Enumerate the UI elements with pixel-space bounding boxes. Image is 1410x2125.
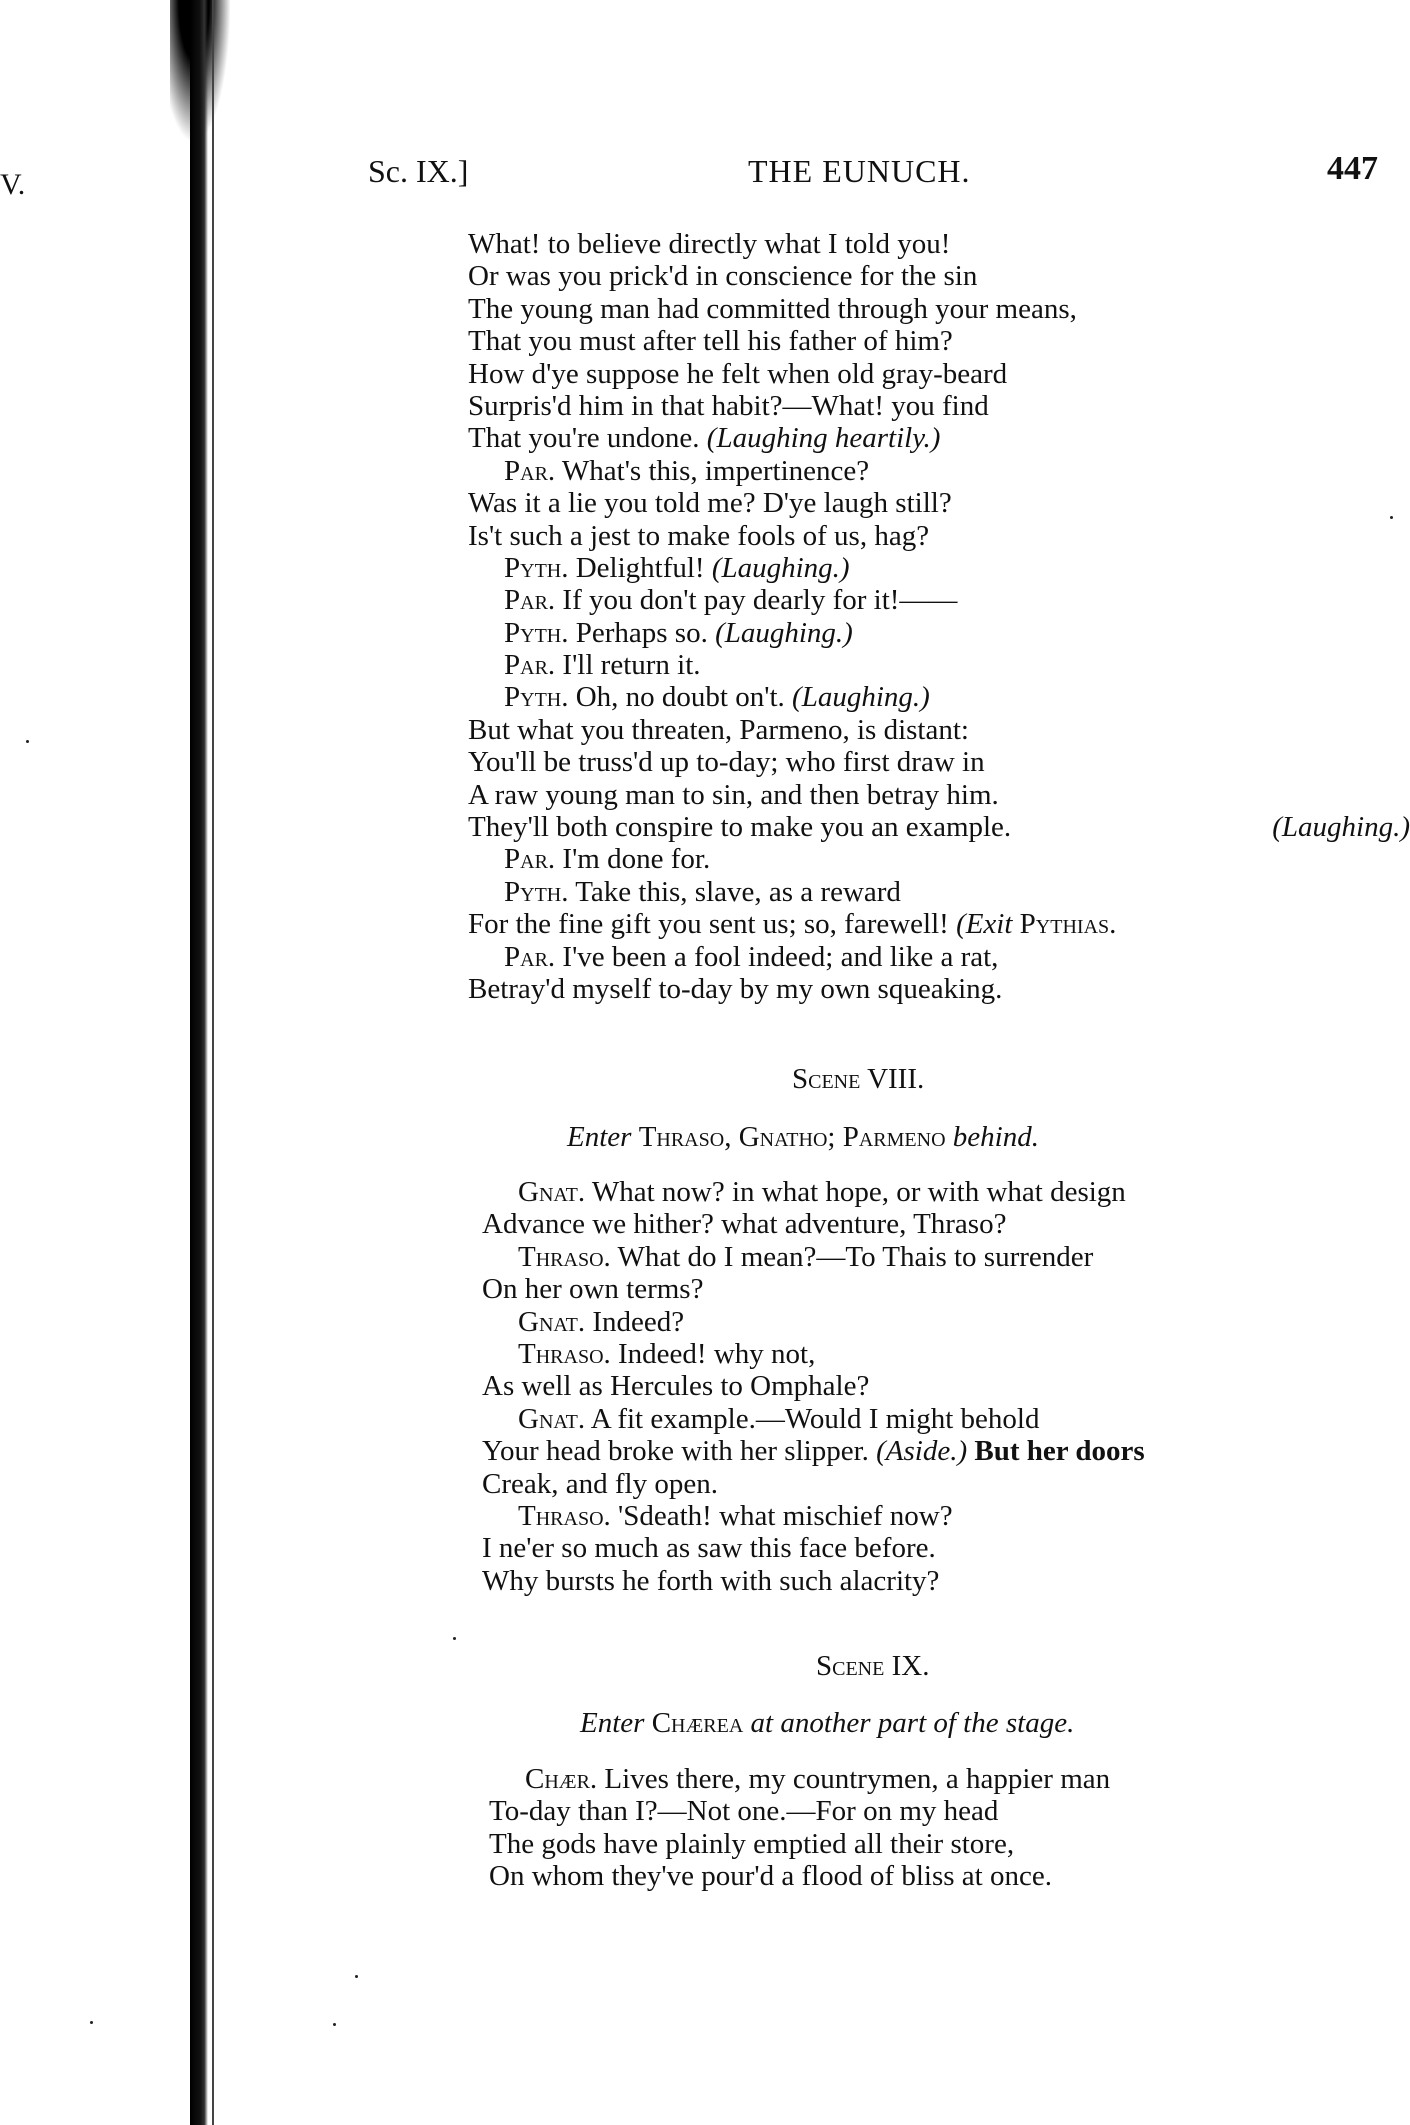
characters-entering: Thraso, Gnatho; [638,1121,836,1153]
line-text: They'll both conspire to make you an example. [468,811,1012,844]
verse-line [482,1241,1402,1273]
line-text: I ne'er so much as saw this face before. [482,1532,936,1565]
gutter-edge-line [212,0,214,2125]
line-text: Advance we hither? what adventure, Thraso? [482,1208,1007,1241]
line-text: Your head broke with her slipper. [482,1435,869,1468]
verse-line [489,1860,1409,1892]
verse-line [482,1338,1402,1370]
verse-line [468,779,1388,811]
line-text: On whom they've pour'd a flood of bliss at once. [489,1860,1052,1893]
speck [90,2021,93,2024]
stage-location: at another part of the stage. [750,1707,1075,1739]
verse-line [482,1468,1402,1500]
verse-line [468,520,1388,552]
line-text: Take this, slave, as a reward [575,875,901,908]
line-text: The young man had committed through your means, [468,292,1077,325]
enter-word: Enter [567,1121,632,1153]
verse-line [468,649,1388,681]
dialogue-block-3 [489,1763,1409,1893]
verse-line [482,1176,1402,1208]
verse-line [482,1306,1402,1338]
verse-line [482,1273,1402,1305]
line-text: Oh, no doubt on't. [575,681,785,714]
speaker-name: Thraso. [518,1499,611,1532]
verse-line [468,584,1388,616]
binding-gutter [190,0,208,2125]
line-text: Betray'd myself to-day by my own squeaking. [468,972,1003,1005]
verse-line [468,487,1388,519]
header-title: THE EUNUCH. [748,153,971,189]
line-text: What! to believe directly what I told you! [468,228,951,260]
verse-line [482,1435,1402,1467]
line-text: I've been a fool indeed; and like a rat, [562,940,999,973]
verse-line [468,843,1388,875]
line-text: What do I mean?—To Thais to surrender [617,1240,1094,1273]
verse-line [468,908,1388,940]
line-text: But what you threaten, Parmeno, is distant: [468,713,969,746]
speaker-name: Pyth. [504,551,569,584]
speaker-name: Thraso. [518,1240,611,1273]
stage-note: (Laughing.) [715,616,853,649]
scene-ix-title: Scene IX. [816,1650,930,1682]
speaker-name: Gnat. [518,1176,586,1208]
speaker-name: Gnat. [518,1305,586,1338]
scene-ix-direction [580,1707,1074,1740]
verse-line [468,422,1388,454]
stage-note: (Laughing.) [792,681,930,714]
line-text: As well as Hercules to Omphale? [482,1370,870,1403]
line-text: That you must after tell his father of him? [468,325,953,358]
line-text: A raw young man to sin, and then betray him. [468,778,999,811]
line-text: Or was you prick'd in conscience for the sin [468,260,978,293]
verse-line [468,811,1410,844]
speaker-name: Par. [504,454,556,487]
verse-line [468,325,1388,357]
line-text: Indeed! why not, [618,1337,816,1370]
speaker-name: Chær. [525,1763,598,1795]
verse-line [468,293,1388,325]
verse-line [482,1403,1402,1435]
verse-line [482,1370,1402,1402]
line-text: Why bursts he forth with such alacrity? [482,1564,940,1597]
verse-line [468,746,1388,778]
verse-line [468,358,1388,390]
scene-viii-direction [567,1121,1039,1154]
line-text: A fit example.—Would I might behold [590,1402,1040,1435]
line-text: What now? in what hope, or with what design [591,1176,1126,1208]
stage-note: (Laughing heartily.) [706,422,941,455]
speaker-name: Pyth. [504,875,569,908]
exit-word: (Exit [956,908,1013,941]
behind-word: behind. [952,1121,1039,1153]
speaker-name: Pyth. [504,616,569,649]
verse-line [468,228,1388,260]
line-text: For the fine gift you sent us; so, farewell! [468,908,949,941]
running-header [368,150,1378,193]
aside-note: (Aside.) [876,1435,968,1468]
verse-line [482,1565,1402,1597]
line-text: Delightful! [575,551,705,584]
line-text: What's this, impertinence? [561,454,870,487]
line-text: That you're undone. [468,422,700,455]
line-text-after: But her doors [974,1435,1145,1468]
verse-line [489,1763,1409,1795]
enter-word: Enter [580,1707,645,1739]
line-text: Lives there, my countrymen, a happier man [604,1763,1111,1795]
speaker-name: Par. [504,843,556,876]
line-text: Surpris'd him in that habit?—What! you find [468,389,989,422]
line-text: Creak, and fly open. [482,1467,718,1500]
verse-line [468,260,1388,292]
margin-mark: V. [0,168,26,201]
exit-name: Pythias. [1019,908,1117,941]
line-text: How d'ye suppose he felt when old gray-beard [468,357,1008,390]
verse-line [482,1500,1402,1532]
line-text: I'm done for. [562,843,711,876]
verse-line [468,390,1388,422]
verse-line [489,1828,1409,1860]
speaker-name: Thraso. [518,1337,611,1370]
line-text: Was it a lie you told me? D'ye laugh still? [468,487,952,520]
stage-note: (Laughing.) [1272,811,1410,844]
line-text: On her own terms? [482,1273,704,1306]
verse-line [482,1208,1402,1240]
verse-line [468,876,1388,908]
header-scene-ref: Sc. IX.] [368,153,469,189]
verse-line [468,941,1388,973]
speck [453,1637,456,1640]
speck [1390,516,1393,519]
dialogue-block-2 [482,1176,1402,1597]
page-number: 447 [1327,150,1378,187]
verse-line [489,1795,1409,1827]
line-text: The gods have plainly emptied all their store, [489,1827,1015,1860]
speck [355,1975,358,1978]
verse-line [482,1532,1402,1564]
line-text: If you don't pay dearly for it!—— [562,584,958,617]
verse-line [468,617,1388,649]
speck [333,2023,336,2026]
speaker-name: Par. [504,649,556,682]
line-text: Is't such a jest to make fools of us, hag? [468,519,930,552]
line-text: You'll be truss'd up to-day; who first draw in [468,746,985,779]
dialogue-block-1 [468,228,1410,1005]
speaker-name: Gnat. [518,1402,586,1435]
speck [26,740,29,743]
verse-line [468,973,1388,1005]
verse-line [468,455,1388,487]
line-text: Perhaps so. [575,616,708,649]
speaker-name: Par. [504,940,556,973]
line-text: I'll return it. [562,649,701,682]
speaker-name: Par. [504,584,556,617]
stage-note: (Laughing.) [711,551,850,584]
line-text: To-day than I?—Not one.—For on my head [489,1795,999,1828]
line-text: Indeed? [592,1305,685,1338]
scene-viii-title: Scene VIII. [792,1063,925,1095]
verse-line [468,552,1388,584]
speaker-name: Pyth. [504,681,569,714]
verse-line [468,714,1388,746]
verse-line [468,681,1388,713]
character-entering: Chærea [651,1707,744,1739]
character-behind: Parmeno [842,1121,946,1153]
line-text: 'Sdeath! what mischief now? [618,1499,953,1532]
